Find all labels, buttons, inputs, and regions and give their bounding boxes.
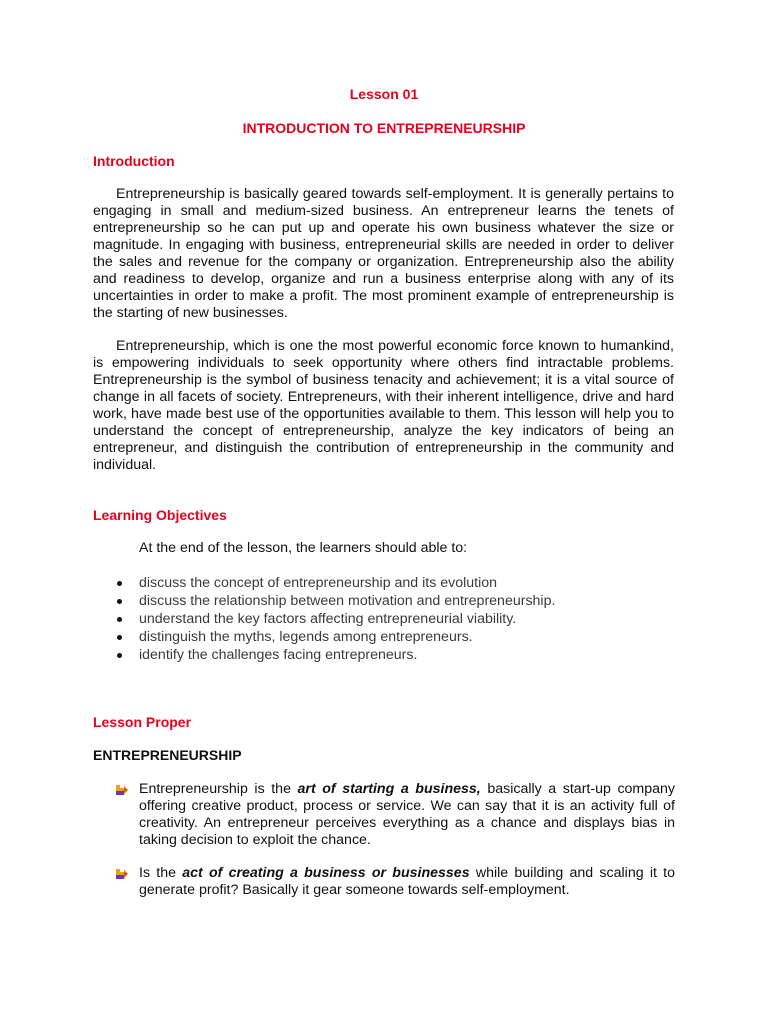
arrow-bullet-icon: [115, 784, 129, 796]
lesson-title: INTRODUCTION TO ENTREPRENEURSHIP: [242, 120, 526, 136]
objective-item: [93, 610, 555, 628]
bullet-icon: [117, 653, 122, 658]
lesson-point-emphasis: art of starting a business,: [297, 781, 481, 797]
lesson-point-emphasis: act of creating a business or businesses: [182, 865, 470, 881]
lesson-point: [115, 781, 675, 849]
lesson-number: Lesson 01: [349, 86, 419, 102]
objective-text: identify the challenges facing entrepreneurs.: [139, 647, 418, 663]
introduction-paragraph-2: Entrepreneurship, which is one the most powerful economic force known to humankind, is empowering individuals to seek opportunity where others find intractable problems. Entrepreneurship is the symbol of business tenacity and achievement; it is a vital source of change in all facets of society. Entrepreneurs, with their inherent intelligence, drive and hard work, have made best use of the opportunities available to them. This lesson will help you to understand the concept of entrepreneurship, analyze the key indicators of being an entrepreneur, and distinguish the contribution of entrepreneurship in the community and individual.: [93, 338, 674, 473]
entrepreneurship-subheading: ENTREPRENEURSHIP: [93, 747, 242, 763]
lesson-point: [115, 865, 675, 899]
lesson-point-lead: Is the: [139, 865, 183, 881]
lesson-proper-heading: Lesson Proper: [93, 714, 192, 730]
bullet-icon: [117, 635, 122, 640]
bullet-icon: [117, 599, 122, 604]
lesson-point-text: [139, 865, 675, 899]
introduction-heading: Introduction: [93, 153, 175, 169]
lesson-point-lead: Entrepreneurship is the: [139, 781, 298, 797]
bullet-icon: [117, 581, 122, 586]
bullet-icon: [117, 617, 122, 622]
objectives-lead-in: At the end of the lesson, the learners should able to:: [139, 540, 468, 556]
objective-text: discuss the concept of entrepreneurship and its evolution: [139, 575, 498, 591]
lesson-point-rest: basically a start-up company offering creative product, process or service. We can say that it is an activity full of creativity. An entrepreneur perceives everything as a chance and displays bias in taking decision to exploit the chance.: [139, 781, 676, 848]
lesson-point-text: [139, 781, 675, 849]
introduction-paragraph-1: Entrepreneurship is basically geared towards self-employment. It is generally pertains to engaging in small and medium-sized business. An entrepreneur learns the tenets of entrepreneurship so he can put up and operate his own business whatever the size or magnitude. In engaging with business, entrepreneurial skills are needed in order to deliver the sales and revenue for the company or organization. Entrepreneurship also the ability and readiness to develop, organize and run a business enterprise along with any of its uncertainties in order to make a profit. The most prominent example of entrepreneurship is the starting of new businesses.: [93, 186, 674, 321]
arrow-bullet-icon: [115, 868, 129, 880]
objective-text: understand the key factors affecting entrepreneurial viability.: [139, 611, 517, 627]
learning-objectives-heading: Learning Objectives: [93, 507, 227, 523]
objective-item: [93, 592, 555, 610]
objective-text: distinguish the myths, legends among entrepreneurs.: [139, 629, 473, 645]
objective-item: [93, 574, 555, 592]
objectives-list: [93, 574, 555, 664]
objective-item: [93, 628, 555, 646]
lesson-point-rest: while building and scaling it to generate profit? Basically it gear someone towards self-employment.: [139, 865, 675, 898]
objective-text: discuss the relationship between motivation and entrepreneurship.: [139, 593, 556, 609]
objective-item: [93, 646, 555, 664]
